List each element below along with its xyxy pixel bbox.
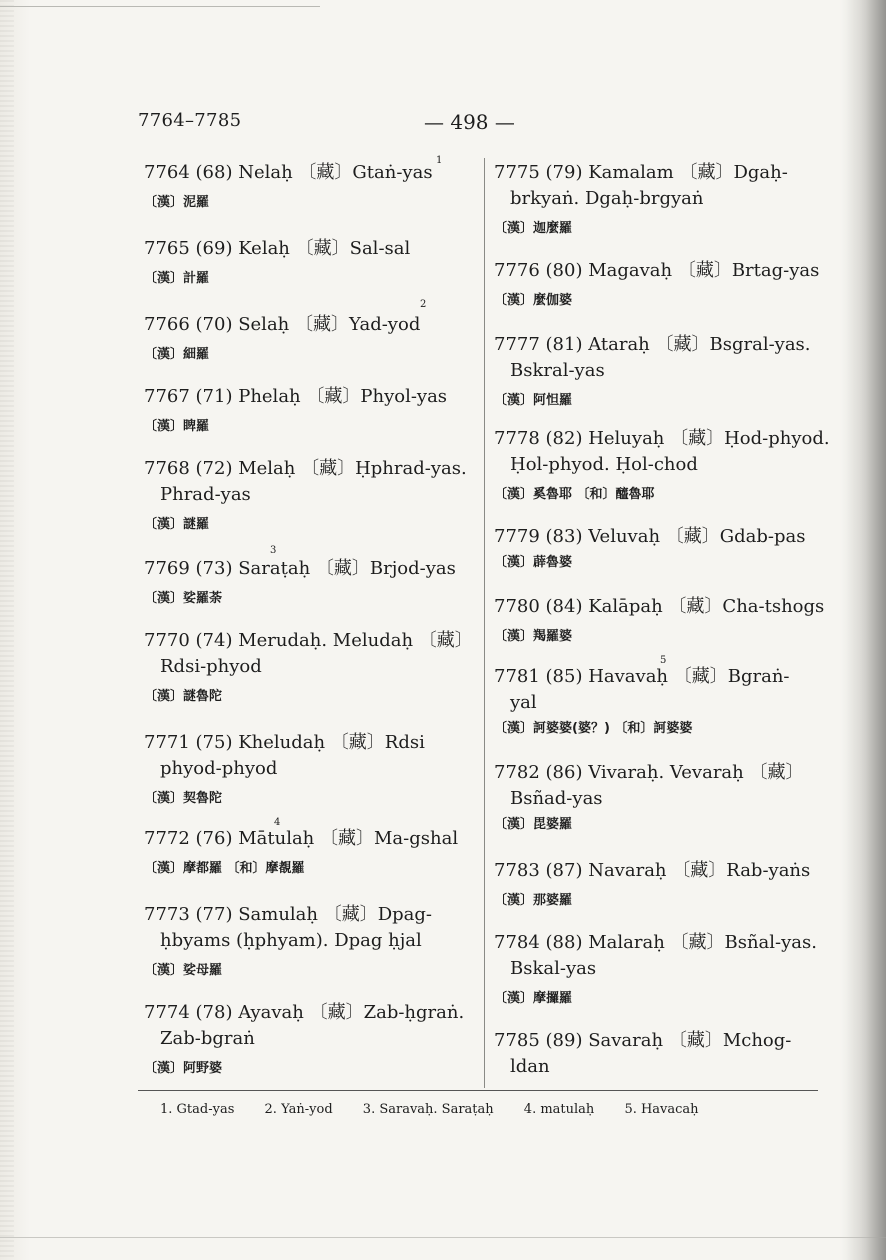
entry-continuation: phyod-phyod xyxy=(160,758,278,779)
entry-headline: 7771 (75) Kheludaḥ 〔藏〕Rdsi xyxy=(144,732,425,753)
dictionary-entry xyxy=(494,524,834,574)
dictionary-entry xyxy=(494,160,834,240)
entry-headline: 7775 (79) Kamalam 〔藏〕Dgaḥ- xyxy=(494,162,788,183)
chinese-transcription: 〔漢〕訶婆婆(婆？) 〔和〕訶婆婆 xyxy=(494,721,693,736)
dictionary-entry xyxy=(144,817,484,880)
dictionary-entry xyxy=(494,655,834,740)
entry-headline: 7779 (83) Veluvaḥ 〔藏〕Gdab-pas xyxy=(494,526,806,547)
dictionary-entry xyxy=(144,384,484,438)
chinese-transcription: 〔漢〕羯羅婆 xyxy=(494,629,573,644)
chinese-transcription: 〔漢〕泥羅 xyxy=(144,195,210,210)
chinese-transcription: 〔漢〕阿怛羅 xyxy=(494,393,573,408)
entry-headline: 7783 (87) Navaraḥ 〔藏〕Rab-yaṅs xyxy=(494,860,811,881)
binding-edge xyxy=(0,0,14,1260)
entry-continuation: Rdsi-phyod xyxy=(160,656,262,677)
dictionary-entry xyxy=(494,1028,834,1080)
dictionary-entry xyxy=(144,155,484,214)
dictionary-entry xyxy=(144,299,484,366)
entry-headline: 7778 (82) Heluyaḥ 〔藏〕Ḥod-phyod. xyxy=(494,428,830,449)
entry-continuation: ldan xyxy=(510,1056,550,1077)
footnote-1: 1. Gtad-yas xyxy=(160,1102,235,1117)
entry-headline: 7770 (74) Merudaḥ. Meludaḥ 〔藏〕 xyxy=(144,630,473,651)
footnotes xyxy=(160,1102,725,1117)
page-curl-shadow xyxy=(846,0,886,1260)
entry-continuation: Bsñad-yas xyxy=(510,788,603,809)
footnote-5: 5. Havacaḥ xyxy=(624,1102,699,1117)
chinese-transcription: 〔漢〕睥羅 xyxy=(144,419,210,434)
entry-headline: 7766 (70) Selaḥ 〔藏〕Yad-yod xyxy=(144,314,421,335)
scan-top-line xyxy=(0,6,320,7)
dictionary-entry xyxy=(494,858,834,912)
entry-headline: 7767 (71) Phelaḥ 〔藏〕Phyol-yas xyxy=(144,386,448,407)
dictionary-entry xyxy=(144,628,484,708)
chinese-transcription: 〔漢〕奚魯耶 〔和〕醯魯耶 xyxy=(494,487,655,502)
chinese-transcription: 〔漢〕薜魯婆 xyxy=(494,555,573,570)
footnote-marker: 2 xyxy=(420,299,427,310)
dictionary-entry xyxy=(144,236,484,290)
entry-headline: 7785 (89) Savaraḥ 〔藏〕Mchog- xyxy=(494,1030,792,1051)
entry-continuation: Ḥol-phyod. Ḥol-chod xyxy=(510,454,698,475)
dictionary-entry xyxy=(494,332,834,412)
dictionary-entry xyxy=(494,760,834,836)
footnote-marker: 5 xyxy=(660,655,667,666)
dictionary-entry xyxy=(144,1000,484,1080)
chinese-transcription: 〔漢〕細羅 xyxy=(144,347,210,362)
entry-continuation: Bskal-yas xyxy=(510,958,597,979)
entry-continuation: ḥbyams (ḥphyam). Dpag ḥjal xyxy=(160,930,422,951)
dictionary-entry xyxy=(494,594,834,648)
entry-headline: 7781 (85) Havavaḥ 〔藏〕Bgraṅ- xyxy=(494,666,790,687)
entry-continuation: Phrad-yas xyxy=(160,484,251,505)
chinese-transcription: 〔漢〕娑羅荼 xyxy=(144,591,223,606)
footnote-marker: 4 xyxy=(274,817,281,828)
dictionary-entry xyxy=(494,258,834,312)
footnote-marker: 1 xyxy=(436,155,443,166)
entry-headline: 7768 (72) Melaḥ 〔藏〕Ḥphrad-yas. xyxy=(144,458,467,479)
entry-headline: 7769 (73) Saraṭaḥ 〔藏〕Brjod-yas xyxy=(144,558,456,579)
entry-continuation: Zab-bgraṅ xyxy=(160,1028,255,1049)
dictionary-entry xyxy=(144,902,484,982)
chinese-transcription: 〔漢〕毘婆羅 xyxy=(494,817,573,832)
entry-headline: 7764 (68) Nelaḥ 〔藏〕Gtaṅ-yas xyxy=(144,162,433,183)
chinese-transcription: 〔漢〕謎魯陀 xyxy=(144,689,223,704)
chinese-transcription: 〔漢〕計羅 xyxy=(144,271,210,286)
entry-headline: 7777 (81) Ataraḥ 〔藏〕Bsgral-yas. xyxy=(494,334,811,355)
footnote-2: 2. Yaṅ-yod xyxy=(264,1102,333,1117)
entry-range-header: 7764–7785 xyxy=(138,110,242,131)
chinese-transcription: 〔漢〕謎羅 xyxy=(144,517,210,532)
scan-bottom-line xyxy=(0,1237,886,1238)
footnote-rule xyxy=(138,1090,818,1091)
entry-headline: 7772 (76) Mātulaḥ 〔藏〕Ma-gshal xyxy=(144,828,459,849)
chinese-transcription: 〔漢〕摩攞羅 xyxy=(494,991,573,1006)
dictionary-entry xyxy=(494,426,834,506)
chinese-transcription: 〔漢〕契魯陀 xyxy=(144,791,223,806)
chinese-transcription: 〔漢〕麼伽婆 xyxy=(494,293,573,308)
chinese-transcription: 〔漢〕娑母羅 xyxy=(144,963,223,978)
entry-continuation: brkyaṅ. Dgaḥ-brgyaṅ xyxy=(510,188,704,209)
entry-continuation: Bskral-yas xyxy=(510,360,605,381)
entry-headline: 7773 (77) Samulaḥ 〔藏〕Dpag- xyxy=(144,904,433,925)
page-number: — 498 — xyxy=(424,110,515,134)
dictionary-entry xyxy=(144,545,484,610)
dictionary-entry xyxy=(144,456,484,536)
chinese-transcription: 〔漢〕阿野婆 xyxy=(144,1061,223,1076)
dictionary-entry xyxy=(494,930,834,1010)
entry-continuation: yal xyxy=(510,692,537,713)
chinese-transcription: 〔漢〕迦麼羅 xyxy=(494,221,573,236)
entry-headline: 7784 (88) Malaraḥ 〔藏〕Bsñal-yas. xyxy=(494,932,817,953)
chinese-transcription: 〔漢〕摩都羅 〔和〕摩覩羅 xyxy=(144,861,305,876)
column-divider xyxy=(484,158,485,1088)
entry-headline: 7774 (78) Ayavaḥ 〔藏〕Zab-ḥgraṅ. xyxy=(144,1002,465,1023)
entry-headline: 7780 (84) Kalāpaḥ 〔藏〕Cha-tshogs xyxy=(494,596,825,617)
entry-headline: 7776 (80) Magavaḥ 〔藏〕Brtag-yas xyxy=(494,260,820,281)
footnote-3: 3. Saravaḥ. Saraṭaḥ xyxy=(362,1102,494,1117)
footnote-4: 4. matulaḥ xyxy=(523,1102,595,1117)
footnote-marker: 3 xyxy=(270,545,277,556)
chinese-transcription: 〔漢〕那婆羅 xyxy=(494,893,573,908)
dictionary-entry xyxy=(144,730,484,810)
entry-headline: 7782 (86) Vivaraḥ. Vevaraḥ 〔藏〕 xyxy=(494,762,804,783)
entry-headline: 7765 (69) Kelaḥ 〔藏〕Sal-sal xyxy=(144,238,411,259)
